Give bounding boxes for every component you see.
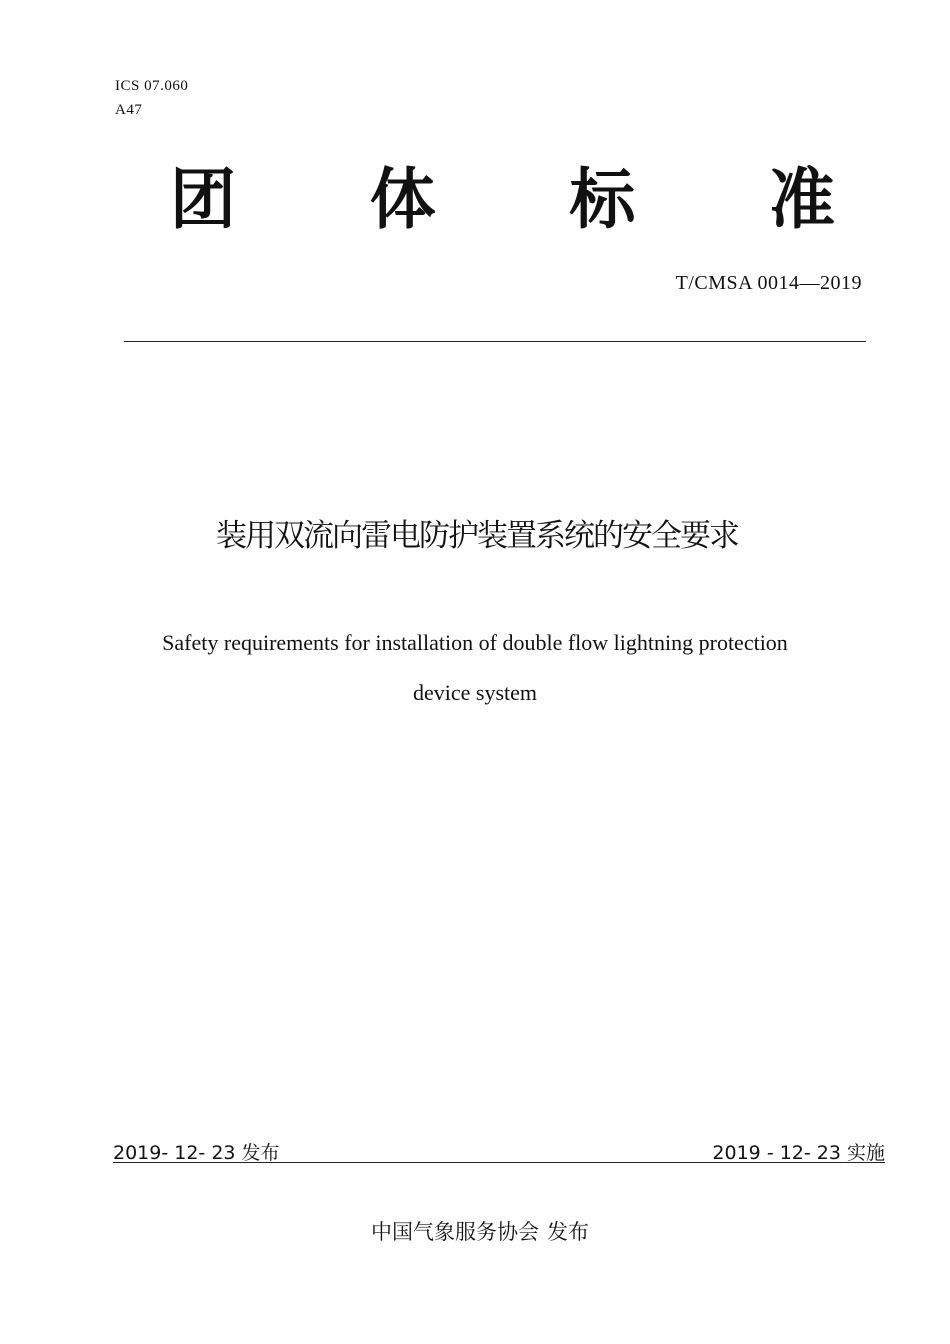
publisher-line [0,1216,950,1248]
date-row [113,1136,885,1168]
standard-type-char: 准 [768,161,835,238]
standard-type-char: 体 [369,161,436,238]
publisher-action: 发布 [547,1220,589,1244]
english-title-line-1: Safety requirements for installation of double flow lightning protection [162,630,788,655]
issue-date: 2019- 12- 23 发布 [113,1142,280,1164]
standard-type-heading [170,160,835,240]
footer-divider [113,1162,885,1163]
standard-code: T/CMSA 0014—2019 [675,272,862,294]
implementation-date: 2019 - 12- 23 实施 [712,1142,885,1164]
ics-code: ICS 07.060 [115,78,189,94]
classification-codes [115,74,188,122]
publisher-org: 中国气象服务协会 [371,1220,539,1244]
english-title-line-2: device system [412,680,538,705]
header-divider [124,341,866,342]
english-title [0,618,950,718]
chinese-title: 装用双流向雷电防护装置系统的安全要求 [216,518,738,554]
ccs-code: A47 [115,102,143,118]
standard-type-char: 标 [569,161,636,238]
standard-type-char: 团 [170,161,236,238]
